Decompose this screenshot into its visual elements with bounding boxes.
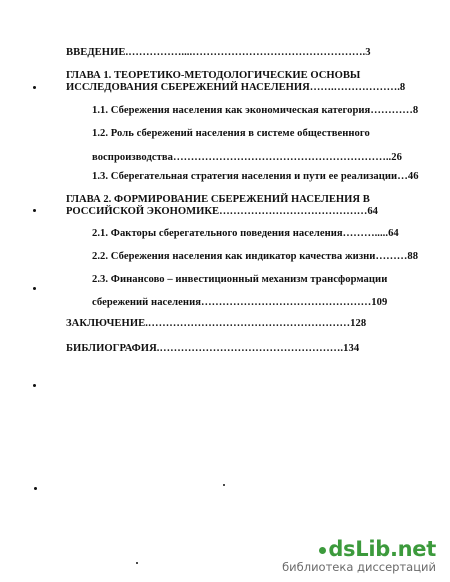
scan-speck <box>34 487 37 490</box>
toc-entry-1-2-line1: 1.2. Роль сбережений населения в системе общественного <box>92 128 370 139</box>
toc-chapter-2-title-line2: РОССИЙСКОЙ ЭКОНОМИКЕ……………………………………64 <box>66 206 378 217</box>
dslib-logo-ds: ds <box>328 537 356 561</box>
scan-speck <box>33 384 36 387</box>
toc-entry-2-3-line1: 2.3. Финансово – инвестиционный механизм трансформации <box>92 274 388 285</box>
toc-entry-2-1: 2.1. Факторы сберегательного поведения населения……….....64 <box>92 228 399 239</box>
toc-entry-2-2: 2.2. Сбережения населения как индикатор качества жизни………88 <box>92 251 419 262</box>
scan-speck <box>136 562 138 564</box>
toc-chapter-1-title-line1: ГЛАВА 1. ТЕОРЕТИКО-МЕТОДОЛОГИЧЕСКИЕ ОСНОВЫ <box>66 70 361 81</box>
dslib-logo-dot-icon <box>319 547 326 554</box>
toc-entry-1-3: 1.3. Сберегательная стратегия населения и пути ее реализации…46 <box>92 171 419 182</box>
dslib-logo <box>282 538 436 560</box>
toc-chapter-2-title-line1: ГЛАВА 2. ФОРМИРОВАНИЕ СБЕРЕЖЕНИЙ НАСЕЛЕНИЯ В <box>66 194 370 205</box>
scan-speck <box>33 287 36 290</box>
scan-speck <box>223 484 225 486</box>
dslib-subtitle: библиотека диссертаций <box>282 560 436 574</box>
toc-entry-bibliography: БИБЛИОГРАФИЯ.…………………………………………….134 <box>66 343 360 354</box>
scan-speck <box>33 86 36 89</box>
scan-speck <box>33 209 36 212</box>
toc-entry-2-3-line2: сбережений населения…………………………………………109 <box>92 297 388 308</box>
toc-entry-1-2-line2: воспроизводства……………………………………………………..26 <box>92 152 402 163</box>
toc-entry-conclusion: ЗАКЛЮЧЕНИЕ.…………………………………………………128 <box>66 318 367 329</box>
dslib-logo-rest: Lib.net <box>355 537 436 561</box>
toc-chapter-1-title-line2: ИССЛЕДОВАНИЯ СБЕРЕЖЕНИЙ НАСЕЛЕНИЯ…….……………….8 <box>66 82 406 93</box>
dslib-watermark <box>282 538 436 574</box>
toc-entry-introduction: ВВЕДЕНИЕ.……………....………………………………………….3 <box>66 47 371 58</box>
toc-entry-1-1: 1.1. Сбережения населения как экономическая категория…………8 <box>92 105 419 116</box>
